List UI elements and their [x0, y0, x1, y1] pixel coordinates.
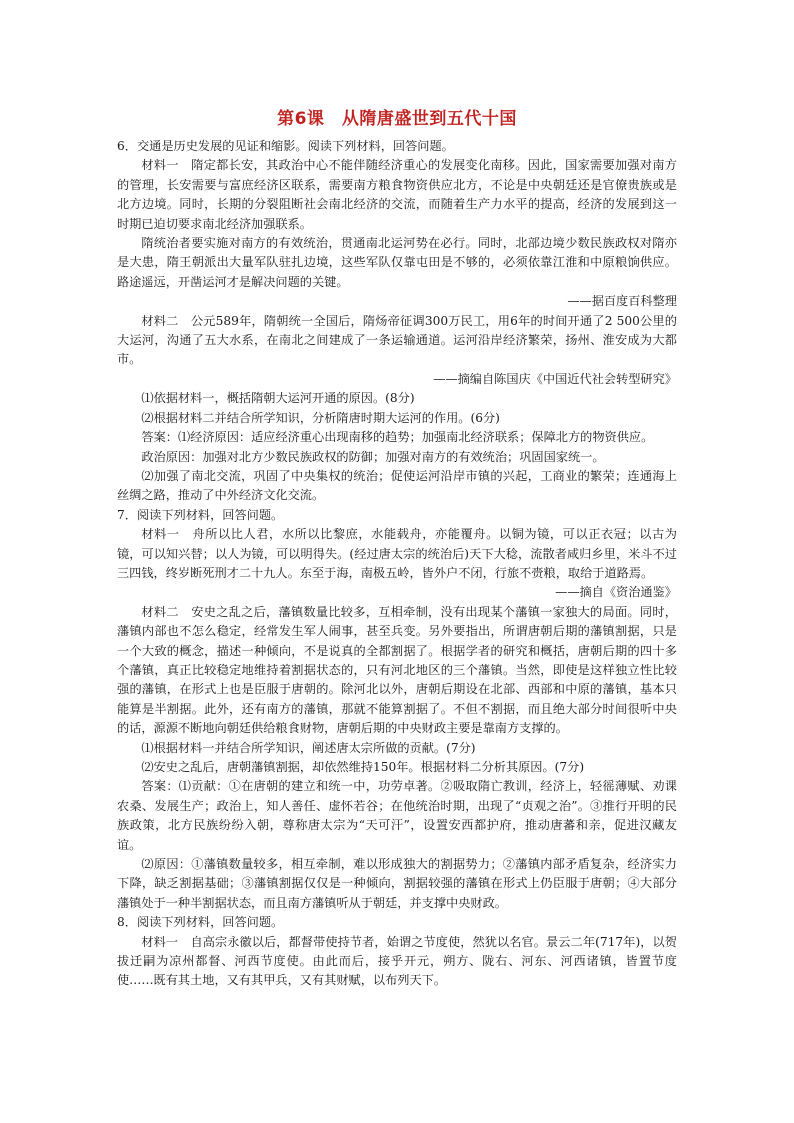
- paragraph: 答案：⑴经济原因：适应经济重心出现南移的趋势；加强南北经济联系；保障北方的物资供应。: [141, 430, 654, 445]
- paragraph: ⑵加强了南北交流，巩固了中央集权的统治；促使运河沿岸市镇的兴起，工商业的繁荣；连通海上丝绸之路，推动了中外经济文化交流。: [117, 468, 677, 503]
- paragraph: 7．阅读下列材料，回答问题。: [117, 507, 284, 522]
- document-body: [117, 137, 677, 991]
- paragraph: ⑴依据材料一，概括隋朝大运河开通的原因。(8分): [141, 391, 415, 406]
- paragraph: 材料一 隋定都长安，其政治中心不能伴随经济重心的发展变化南移。因此，国家需要加强对南方的管理，长安需要与富庶经济区联系，需要南方粮食物资供应北方，不论是中央朝廷还是官僚贵族或是北方边境。同时，长期的分裂阻断社会南北经济的交流，而随着生产力水平的提高，经济的发展到这一时期已迫切要求南北经济加强联系。: [117, 158, 677, 231]
- paragraph: 材料二 公元589年，隋朝统一全国后，隋炀帝征调300万民工，用6年的时间开通了2 500公里的大运河，沟通了五大水系，在南北之间建成了一条运输通道。运河沿岸经济繁荣，扬州、淮安成为大都市。: [117, 313, 677, 367]
- paragraph: ⑵安史之乱后，唐朝藩镇割据，却依然维持150年。根据材料二分析其原因。(7分): [141, 760, 585, 774]
- paragraph: 材料二 安史之乱之后，藩镇数量比较多，互相牵制，没有出现某个藩镇一家独大的局面。同时，藩镇内部也不怎么稳定，经常发生军人闹事，甚至兵变。另外要指出，所谓唐朝后期的藩镇割据，只是一个大致的概念，描述一种倾向，不是说真的全都割据了。根据学者的研究和概括，唐朝后期的四十多个藩镇，真正比较稳定地维持着割据状态的，只有河北地区的三个藩镇。当然，即使是这样独立性比较强的藩镇，在形式上也是臣服于唐朝的。除河北以外，唐朝后期设在北部、西部和中原的藩镇，基本只能算是半割据。此外，还有南方的藩镇，那就不能算割据了。不但不割据，而且绝大部分时间很听中央的话，源源不断地向朝廷供给粮食财物，唐朝后期的中央财政主要是靠南方支撑的。: [117, 604, 677, 736]
- paragraph: ⑵根据材料二并结合所学知识，分析隋唐时期大运河的作用。(6分): [141, 410, 500, 425]
- source-citation: ——据百度百科整理: [567, 294, 677, 309]
- paragraph: 8．阅读下列材料，回答问题。: [117, 915, 284, 930]
- paragraph: ⑵原因：①藩镇数量较多，相互牵制，难以形成独大的割据势力；②藩镇内部矛盾复杂，经济实力下降，缺乏割据基础；③藩镇割据仅仅是一种倾向，割据较强的藩镇在形式上仍臣服于唐朝；④大部分藩镇处于一种半割据状态，而且南方藩镇听从于朝廷，并支撑中央财政。: [117, 857, 677, 910]
- source-citation: ——摘编自陈国庆《中国近代社会转型研究》: [433, 371, 677, 386]
- paragraph: 答案：⑴贡献：①在唐朝的建立和统一中，功劳卓著。②吸取隋亡教训，经济上，轻徭薄赋、劝课农桑、发展生产；政治上，知人善任、虚怀若谷；在他统治时期，出现了“贞观之治”。③推行开明的民族政策，北方民族纷纷入朝，尊称唐太宗为“天可汗”，设置安西都护府，推动唐蕃和亲，促进汉藏友谊。: [117, 779, 677, 852]
- paragraph: ⑴根据材料一并结合所学知识，阐述唐太宗所做的贡献。(7分): [141, 740, 476, 755]
- paragraph: 隋统治者要实施对南方的有效统治，贯通南北运河势在必行。同时，北部边境少数民族政权对隋亦是大患，隋王朝派出大量军队驻扎边境，这些军队仅靠屯田是不够的，必须依靠江淮和中原粮饷供应。路途遥远，开凿运河才是解决问题的关键。: [117, 236, 677, 289]
- lesson-title: 第6课 从隋唐盛世到五代十国: [277, 109, 517, 129]
- paragraph: 6．交通是历史发展的见证和缩影。阅读下列材料，回答问题。: [117, 139, 454, 153]
- paragraph: 材料一 自高宗永徽以后，都督带使持节者，始谓之节度使，然犹以名官。景云二年(717年)，以贺拔迁嗣为凉州都督、河西节度使。由此而后，接乎开元，朔方、陇右、河东、河西诸镇，皆置节度使……既有其土地，又有其甲兵，又有其财赋，以布列天下。: [117, 934, 677, 988]
- paragraph: 政治原因：加强对北方少数民族政权的防御；加强对南方的有效统治；巩固国家统一。: [141, 449, 605, 464]
- paragraph: 材料一 舟所以比人君，水所以比黎庶，水能载舟，亦能覆舟。以铜为镜，可以正衣冠；以古为镜，可以知兴替；以人为镜，可以明得失。(经过唐太宗的统治后)天下大稔，流散者咸归乡里，米斗不过三四钱，终岁断死刑才二十九人。东至于海，南极五岭，皆外户不闭，行旅不赍粮，取给于道路焉。: [117, 527, 677, 580]
- source-citation: ——摘自《资治通鉴》: [555, 585, 677, 600]
